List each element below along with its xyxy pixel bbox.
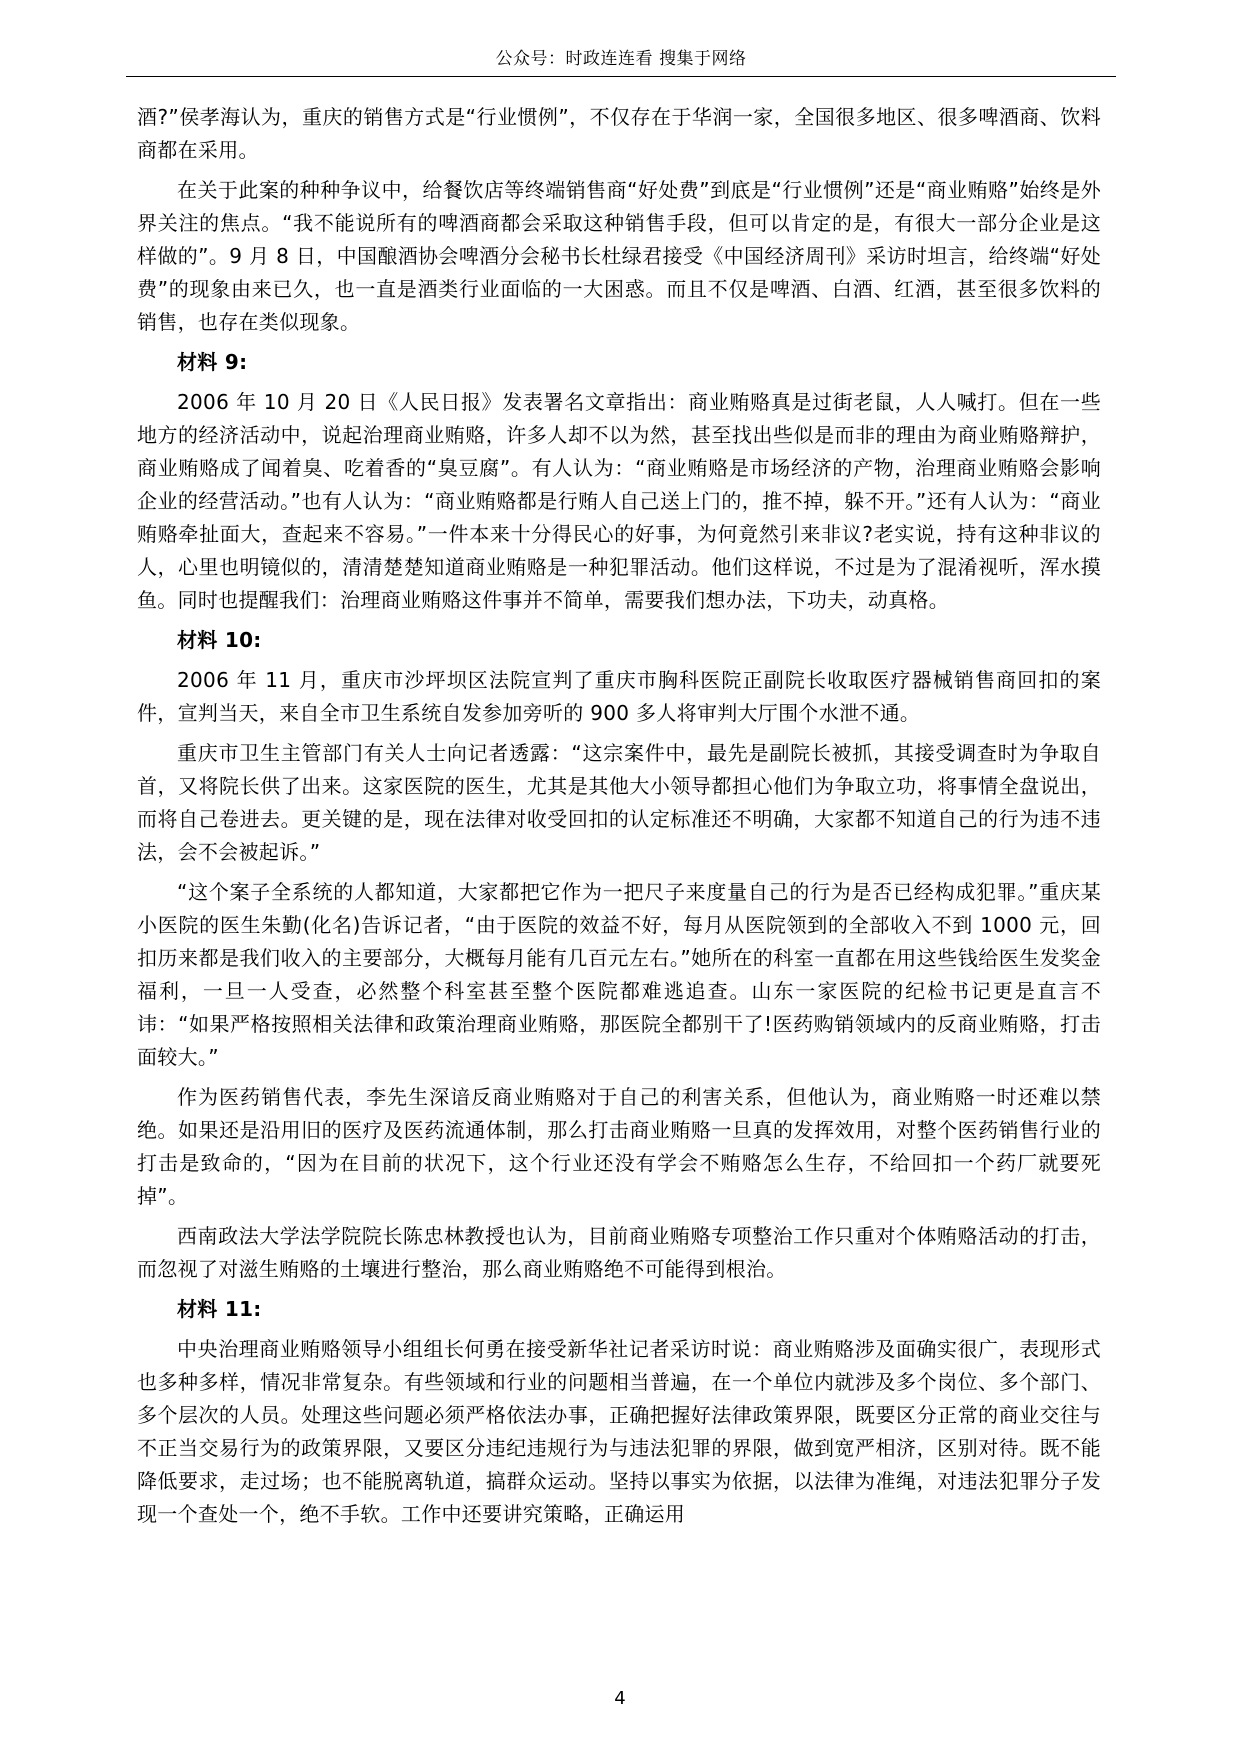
paragraph: 2006 年 11 月，重庆市沙坪坝区法院宣判了重庆市胸科医院正副院长收取医疗器械销售商回扣的案件，宣判当天，来自全市卫生系统自发参加旁听的 900 多人将审判大厅围个水泄不通。 — [137, 668, 1101, 725]
page-header: 公众号：时政连连看 搜集于网络 — [126, 42, 1116, 77]
section-label-material-10: 材料 10: — [177, 628, 262, 652]
paragraph-continued: 酒?”侯孝海认为，重庆的销售方式是“行业惯例”，不仅存在于华润一家，全国很多地区、很多啤酒商、饮料商都在采用。 — [137, 105, 1101, 162]
paragraph: 西南政法大学法学院院长陈忠林教授也认为，目前商业贿赂专项整治工作只重对个体贿赂活动的打击，而忽视了对滋生贿赂的土壤进行整治，那么商业贿赂绝不可能得到根治。 — [137, 1224, 1101, 1281]
paragraph: 2006 年 10 月 20 日《人民日报》发表署名文章指出：商业贿赂真是过街老鼠，人人喊打。但在一些地方的经济活动中，说起治理商业贿赂，许多人却不以为然，甚至找出些似是而非的理由为商业贿赂辩护，商业贿赂成了闻着臭、吃着香的“臭豆腐”。有人认为：“商业贿赂是市场经济的产物，治理商业贿赂会影响企业的经营活动。”也有人认为：“商业贿赂都是行贿人自己送上门的，推不掉，躲不开。”还有人认为：“商业贿赂牵扯面大，查起来不容易。”一件本来十分得民心的好事，为何竟然引来非议?老实说，持有这种非议的人，心里也明镜似的，清清楚楚知道商业贿赂是一种犯罪活动。他们这样说，不过是为了混淆视听，浑水摸鱼。同时也提醒我们：治理商业贿赂这件事并不简单，需要我们想办法，下功夫，动真格。 — [137, 390, 1101, 612]
paragraph: 作为医药销售代表，李先生深谙反商业贿赂对于自己的利害关系，但他认为，商业贿赂一时还难以禁绝。如果还是沿用旧的医疗及医药流通体制，那么打击商业贿赂一旦真的发挥效用，对整个医药销售行业的打击是致命的，“因为在目前的状况下，这个行业还没有学会不贿赂怎么生存，不给回扣一个药厂就要死掉”。 — [137, 1085, 1101, 1208]
section-label-material-11: 材料 11: — [177, 1297, 262, 1321]
page-number: 4 — [614, 1688, 626, 1709]
paragraph: 在关于此案的种种争议中，给餐饮店等终端销售商“好处费”到底是“行业惯例”还是“商业贿赂”始终是外界关注的焦点。“我不能说所有的啤酒商都会采取这种销售手段，但可以肯定的是，有很大一部分企业是这样做的”。9 月 8 日，中国酿酒协会啤酒分会秘书长杜绿君接受《中国经济周刊》采访时坦言，给终端“好处费”的现象由来已久，也一直是酒类行业面临的一大困惑。而且不仅是啤酒、白酒、红酒，甚至很多饮料的销售，也存在类似现象。 — [137, 178, 1101, 334]
document-body — [137, 101, 1101, 1538]
section-label-material-9: 材料 9: — [177, 350, 248, 374]
paragraph: “这个案子全系统的人都知道，大家都把它作为一把尺子来度量自己的行为是否已经构成犯罪。”重庆某小医院的医生朱勤(化名)告诉记者，“由于医院的效益不好，每月从医院领到的全部收入不到 1000 元，回扣历来都是我们收入的主要部分，大概每月能有几百元左右。”她所在的科室一直都在用这些钱给医生发奖金福利，一旦一人受查，必然整个科室甚至整个医院都难逃追查。山东一家医院的纪检书记更是直言不讳：“如果严格按照相关法律和政策治理商业贿赂，那医院全都别干了!医药购销领域内的反商业贿赂，打击面较大。” — [137, 880, 1101, 1069]
paragraph: 重庆市卫生主管部门有关人士向记者透露：“这宗案件中，最先是副院长被抓，其接受调查时为争取自首，又将院长供了出来。这家医院的医生，尤其是其他大小领导都担心他们为争取立功，将事情全盘说出，而将自己卷进去。更关键的是，现在法律对收受回扣的认定标准还不明确，大家都不知道自己的行为违不违法，会不会被起诉。” — [137, 741, 1101, 864]
paragraph: 中央治理商业贿赂领导小组组长何勇在接受新华社记者采访时说：商业贿赂涉及面确实很广，表现形式也多种多样，情况非常复杂。有些领域和行业的问题相当普遍，在一个单位内就涉及多个岗位、多个部门、多个层次的人员。处理这些问题必须严格依法办事，正确把握好法律政策界限，既要区分正常的商业交往与不正当交易行为的政策界限，又要区分违纪违规行为与违法犯罪的界限，做到宽严相济，区别对待。既不能降低要求，走过场；也不能脱离轨道，搞群众运动。坚持以事实为依据，以法律为准绳，对违法犯罪分子发现一个查处一个，绝不手软。工作中还要讲究策略，正确运用 — [137, 1337, 1101, 1526]
